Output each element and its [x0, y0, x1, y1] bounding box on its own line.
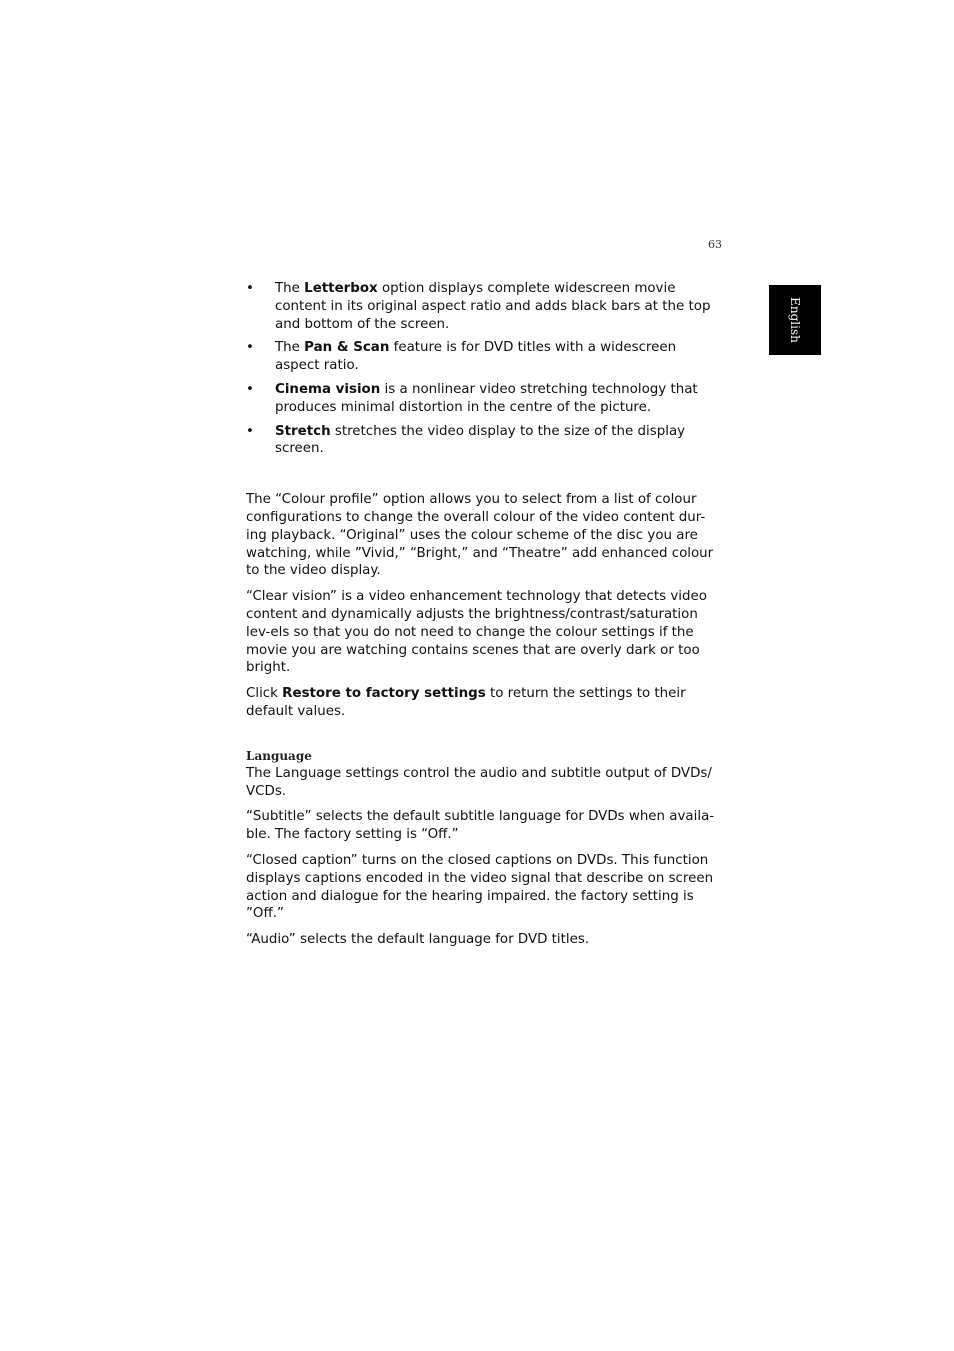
bullet-marker: • [246, 281, 254, 296]
aspect-ratio-options-list [246, 280, 724, 458]
side-tab-label: English [787, 297, 802, 343]
paragraph-restore-settings: Click Restore to factory settings to return the settings to their default values. [246, 686, 686, 719]
paragraph-closed-caption: “Closed caption” turns on the closed captions on DVDs. This function displays captions encoded in the video signal that describe on screen action and dialogue for the hearing impaired. the factory setting is ”Off.” [246, 852, 714, 922]
term-stretch: Stretch [275, 423, 331, 439]
term-cinema-vision: Cinema vision [275, 381, 381, 397]
list-item-letterbox: • The Letterbox option displays complete widescreen movie content in its original aspect ratio and adds black bars at the top and bottom of the screen. [246, 281, 711, 332]
paragraph-language-intro: The Language settings control the audio and subtitle output of DVDs/ VCDs. [246, 765, 712, 799]
section-heading-language: Language [246, 748, 312, 763]
term-restore-factory-settings: Restore to factory settings [282, 686, 486, 702]
term-letterbox: Letterbox [304, 281, 378, 296]
term-pan-scan: Pan & Scan [304, 340, 390, 356]
bullet-marker: • [246, 381, 254, 397]
list-item-cinema-vision: • Cinema vision is a nonlinear video stretching technology that produces minimal distortion in the centre of the picture. [246, 381, 698, 415]
bullet-marker: • [246, 340, 254, 356]
page-number: 63 [708, 238, 722, 251]
bullet-marker: • [246, 423, 254, 439]
main-content [246, 280, 724, 957]
paragraph-subtitle: “Subtitle” selects the default subtitle language for DVDs when availa-ble. The factory setting is “Off.” [246, 809, 715, 843]
paragraph-colour-profile: The “Colour profile” option allows you to select from a list of colour configurations to change the overall colour of the video content dur-ing playback. “Original” uses the colour scheme of the disc you are watching, while ”Vivid,” “Bright,” and “Theatre” add enhanced colour to the video display. [246, 492, 714, 579]
list-item-stretch: • Stretch stretches the video display to the size of the display screen. [246, 423, 686, 457]
language-side-tab [769, 285, 821, 355]
paragraph-clear-vision: “Clear vision” is a video enhancement technology that detects video content and dynamically adjusts the brightness/contrast/saturation lev-els so that you do not need to change the colour settings if the movie you are watching contains scenes that are overly dark or too bright. [246, 589, 707, 676]
list-item-pan-scan: • The Pan & Scan feature is for DVD titles with a widescreen aspect ratio. [246, 340, 677, 374]
paragraph-audio: “Audio” selects the default language for DVD titles. [246, 932, 590, 948]
